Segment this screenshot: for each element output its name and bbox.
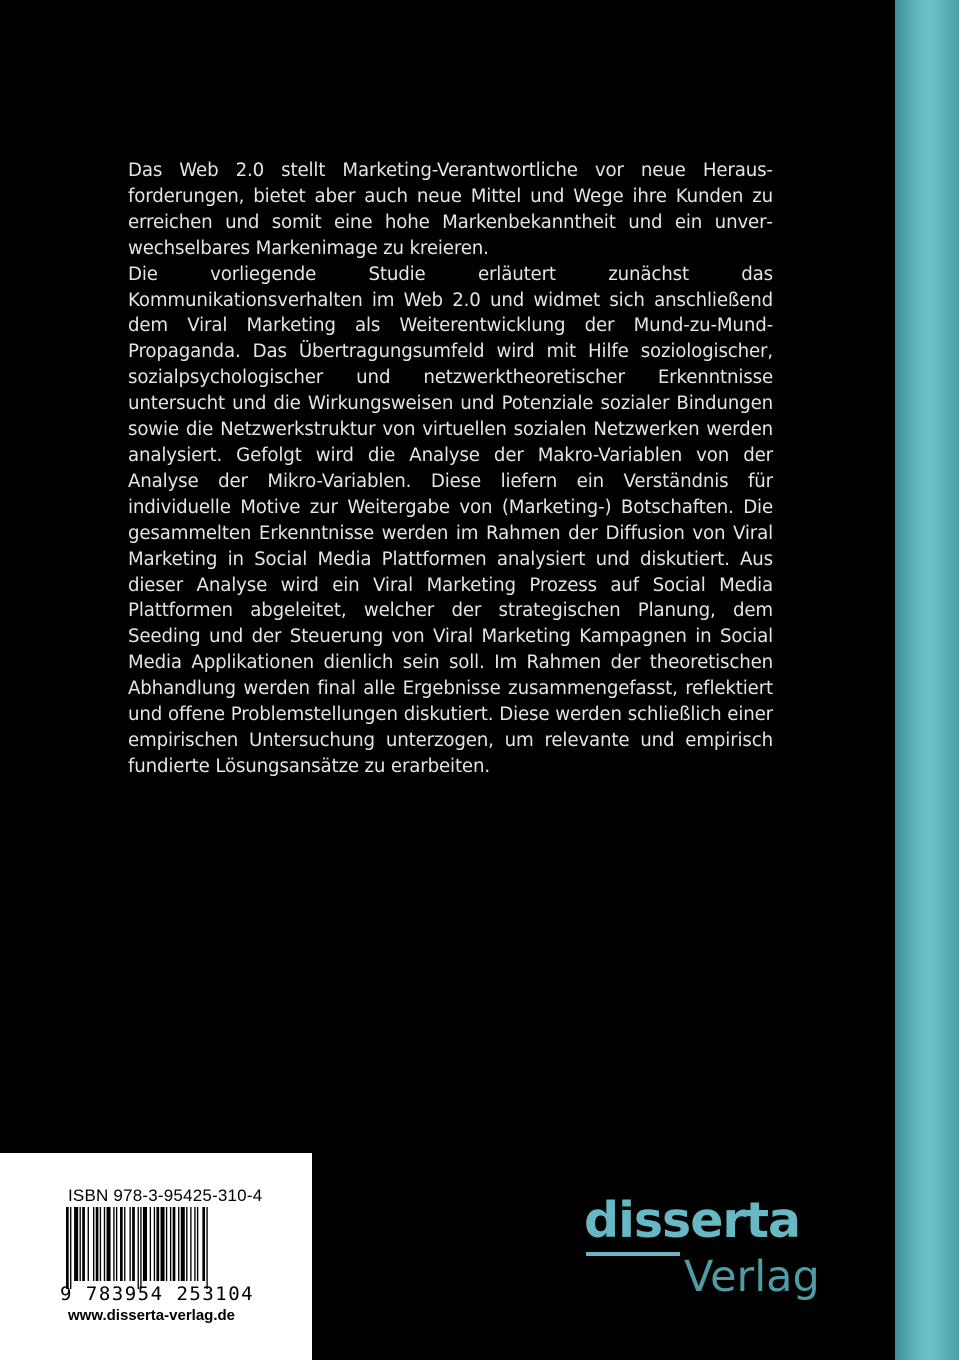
publisher-logo-disserta: disserta bbox=[584, 1192, 801, 1249]
ean-digits: 9 783954 253104 bbox=[60, 1283, 255, 1305]
isbn-number: ISBN 978-3-95425-310-4 bbox=[68, 1186, 263, 1205]
logo-divider bbox=[586, 1252, 680, 1256]
description-paragraph-2: Die vorliegende Studie erläutert zunächst das Kommunikationsverhalten im Web 2.0 und widmet sich anschließend dem Viral Marketing als Weiterentwicklung der Mund-zu-Mund-Propaganda. Das Übertragungsumfeld wird mit Hilfe soziologischer, sozialpsychologischer und netzwerktheoretischer Erkenntnisse untersucht und die Wirkungsweisen und Potenziale sozialer Bindungen sowie die Netzwerkstruktur von virtuellen sozialen Netzwerken werden analysiert. Gefolgt wird die Analyse der Makro-Variablen von der Analyse der Mikro-Variablen. Diese liefern ein Verständnis für individuelle Motive zur Weitergabe von (Marketing-) Botschaften. Die gesammelten Erkenntnisse werden im Rahmen der Diffusion von Viral Marketing in Social Media Plattformen analysiert und diskutiert. Aus dieser Analyse wird ein Viral Marketing Prozess auf Social Media Plattformen abgeleitet, welcher der strategischen Planung, dem Seeding und der Steuerung von Viral Marketing Kampagnen in Social Media Applikationen dienlich sein soll. Im Rahmen der theoretischen Abhandlung werden final alle Ergebnisse zusammengefasst, reflektiert und offene Problemstellungen diskutiert. Diese werden schließlich einer empirischen Untersuchung unterzogen, um relevante und empirisch fundierte Lösungsansätze zu erarbeiten. bbox=[128, 263, 773, 777]
cover-description bbox=[128, 158, 773, 780]
barcode-icon bbox=[64, 1207, 254, 1289]
publisher-logo-verlag: Verlag bbox=[684, 1252, 820, 1302]
description-paragraph-1: Das Web 2.0 stellt Marketing-Verantwortliche vor neue Herausforderungen, bietet aber auch neue Mittel und Wege ihre Kunden zu erreichen und somit eine hohe Markenbekanntheit und ein unverwechselbares Markenimage zu kreieren. bbox=[128, 160, 773, 259]
teal-spine-band bbox=[895, 0, 959, 1360]
publisher-website: www.disserta-verlag.de bbox=[68, 1307, 236, 1324]
